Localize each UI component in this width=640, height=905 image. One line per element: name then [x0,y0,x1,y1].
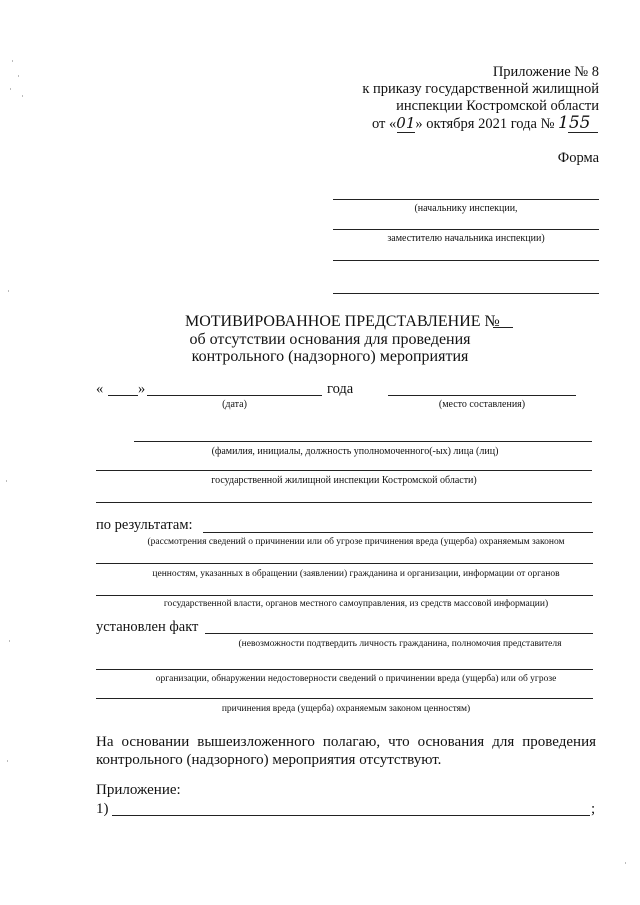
recipient-line-1 [333,199,599,200]
fact-line-1 [205,633,593,634]
fact-line-2 [96,669,593,670]
handwritten-order-number: 155 [558,113,591,133]
day-blank-line [108,395,138,396]
header-inspection-line: инспекции Костромской области [396,98,599,114]
results-line-1 [203,532,593,533]
attachment-item-number: 1) [96,801,109,817]
date-hint: (дата) [222,399,247,410]
fact-label: установлен факт [96,619,199,635]
officer-line-2 [96,470,592,471]
recipient-line-4 [333,293,599,294]
date-middle: » октября 2021 года № [415,116,555,132]
fact-hint-1: (невозможности подтвердить личность гражданина, полномочия представителя [238,639,562,649]
year-word: года [327,381,354,397]
form-label: Форма [557,150,599,166]
place-hint: (место составления) [438,399,526,410]
officer-hint-2: государственной жилищной инспекции Костромской области) [211,475,477,486]
header-appendix-number: Приложение № 8 [492,64,599,80]
title-subtitle-2: контрольного (надзорного) мероприятия [191,348,469,365]
results-hint-3: государственной власти, органов местного самоуправления, из средств массовой информации) [163,599,549,609]
conclusion-line-2: контрольного (надзорного) мероприятия отсутствуют. [96,752,442,768]
place-blank-line [388,395,576,396]
day-underline [397,132,415,133]
handwritten-day: 01 [396,114,416,132]
order-number-underline [568,132,598,133]
header-order-line: к приказу государственной жилищной [362,81,599,97]
document-title: МОТИВИРОВАННОЕ ПРЕДСТАВЛЕНИЕ № [185,313,500,330]
results-line-3 [96,595,593,596]
header-date-line [372,115,591,133]
date-quote-open: « [96,381,104,397]
results-label: по результатам: [96,517,193,533]
date-quote-close: » [138,381,146,397]
attachment-item-line [112,815,590,816]
title-subtitle-1: об отсутствии основания для проведения [189,331,471,348]
results-line-2 [96,563,593,564]
officer-hint-1: (фамилия, инициалы, должность уполномоченного(-ых) лица (лиц) [211,446,499,457]
results-hint-2: ценностям, указанных в обращении (заявлении) гражданина и организации, информации от органов [152,569,560,579]
fact-hint-3: причинения вреда (ущерба) охраняемым законом ценностям) [221,704,471,714]
month-blank-line [147,395,322,396]
attachment-end-mark: ; [591,801,596,817]
recipient-line-2 [333,229,599,230]
recipient-line-3 [333,260,599,261]
conclusion-line-1: На основании вышеизложенного полагаю, что основания для проведения [96,734,596,750]
recipient-hint-1: (начальнику инспекции, [414,203,518,214]
fact-hint-2: организации, обнаружении недостоверности сведений о причинении вреда (ущерба) или об угрозе [155,674,557,684]
results-hint-1: (рассмотрения сведений о причинении или об угрозе причинения вреда (ущерба) охраняемым законом [147,537,565,547]
fact-line-3 [96,698,593,699]
officer-line-3 [96,502,592,503]
recipient-hint-2: заместителю начальника инспекции) [387,233,545,244]
date-prefix: от « [372,116,397,132]
officer-line-1 [134,441,592,442]
attachment-label: Приложение: [96,782,181,798]
title-number-line [493,327,513,328]
